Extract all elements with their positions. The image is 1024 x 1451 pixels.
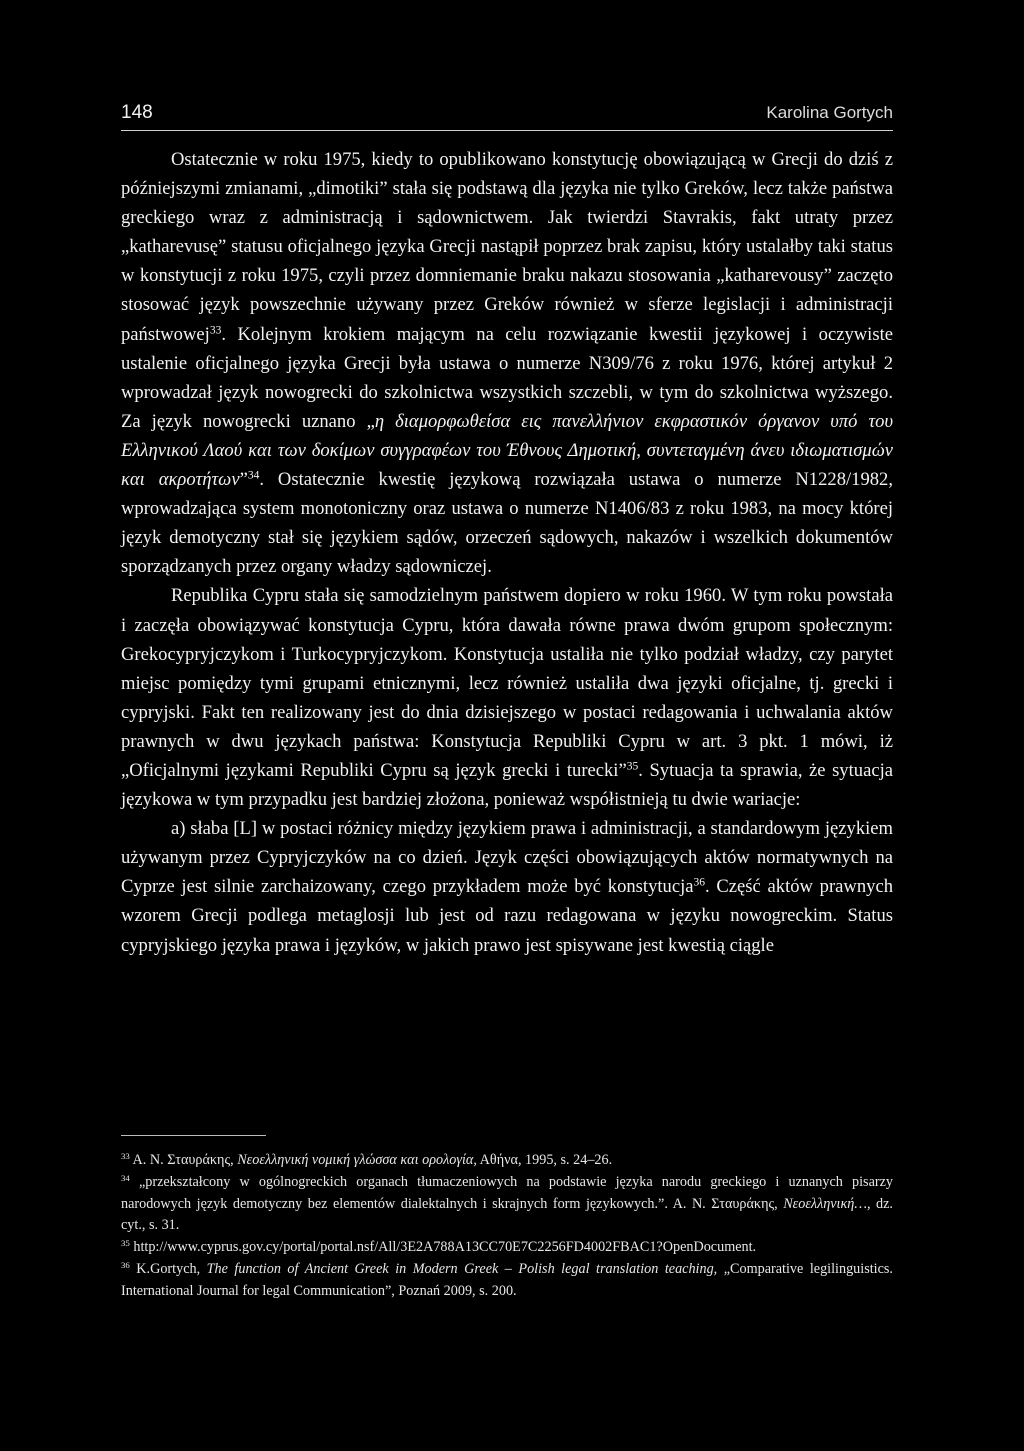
footnote-ref-33[interactable]: 33 [209,324,222,337]
running-header [121,100,893,131]
footnote-34: $^{34}$ „przekształcony w ogólnogreckich organach tłumaczeniowych na podstawie języka narodu greckiego i uznanych pisarzy narodowych język demotyczny bez elementów dialektalnych i skrajnych form językowych.”. A. N. Σταυράκης, Νεοελληνική…, dz. cyt., s. 31. [121,1172,893,1234]
footnote-ref-34[interactable]: 34 [247,469,260,482]
greek-quote: η διαμορφωθείσα εις πανελλήνιον εκφραστικόν όργανον υπό του Ελληνικού Λαού και των δοκίμων συγγραφέων του Έθνους Δημοτική, συντεταγμένη άνευ ιδιωματισμών και ακροτήτων [121,410,893,491]
paragraph-2: Republika Cypru stała się samodzielnym państwem dopiero w roku 1960. W tym roku powstała i zaczęła obowiązywać konstytucja Cypru, która dawała równe prawa dwóm grupom społecznym: Grekocypryjczykom i Turkocypryjczykom. Konstytucja ustaliła nie tylko podział władzy, czy parytet miejsc pomiędzy tymi grupami etnicznymi, lecz również ustaliła dwa języki oficjalne, tj. grecki i cypryjski. Fakt ten realizowany jest do dnia dzisiejszego w postaci redagowania i uchwalania aktów prawnych w dwu językach państwa: Konstytucja Republiki Cypru w art. 3 pkt. 1 mówi, iż „Oficjalnymi językami Republiki Cypru są język grecki i turecki”$^{35}$. Sytuacja ta sprawia, że sytuacja językowa w tym przypadku jest bardziej złożona, ponieważ współistnieją tu dwie wariacje: [121,585,893,811]
footnote-separator [121,1135,266,1136]
footnote-url[interactable]: http://www.cyprus.gov.cy/portal/portal.nsf/All/3E2A788A13CC70E7C2256FD4002FBAC1?OpenDocument. [129,1239,757,1256]
paragraph-1: Ostatecznie w roku 1975, kiedy to opublikowano konstytucję obowiązującą w Grecji do dziś z późniejszymi zmianami, „dimotiki” stała się podstawą dla języka nie tylko Greków, lecz także państwa greckiego wraz z administracją i sądownictwem. Jak twierdzi Stavrakis, fakt utraty przez „katharevusę” statusu oficjalnego języka Grecji nastąpił poprzez brak zapisu, który ustalałby taki status w konstytucji z roku 1975, czyli przez domniemanie braku nakazu stosowania „katharevousy” zaczęto stosować język powszechnie używany przez Greków również w sferze legislacji i administracji państwowej$^{33}$. Kolejnym krokiem mającym na celu rozwiązanie kwestii językowej i oczywiste ustalenie oficjalnego języka Grecji była ustawa o numerze N309/76 z roku 1976, której artykuł 2 wprowadzał język nowogrecki do szkolnictwa wszystkich szczebli, w tym do szkolnictwa wyższego. Za język nowogrecki uznano „η διαμορφωθείσα εις πανελλήνιον εκφραστικόν όργανον υπό του Ελληνικού Λαού και των δοκίμων συγγραφέων του Έθνους Δημοτική, συντεταγμένη άνευ ιδιωματισμών και ακροτήτων”$^{34}$. Ostatecznie kwestię językową rozwiązała ustawa o numerze N1228/1982, wprowadzająca system monotoniczny oraz ustawa o numerze N1406/83 z roku 1983, na mocy której język demotyczny stał się językiem sądów, orzeczeń sądowych, nakazów i wszelkich dokumentów sporządzanych przez organy władzy sądowniczej. [121,149,893,578]
footnote-33: $^{33}$ A. N. Σταυράκης, Νεοελληνική νομική γλώσσα και ορολογία, Αθήνα, 1995, s. 24–26. [121,1151,613,1168]
paragraph-3: a) słaba [L] w postaci różnicy między językiem prawa i administracji, a standardowym językiem używanym przez Cypryjczyków na co dzień. Język części obowiązujących aktów normatywnych na Cyprze jest silnie zarchaizowany, czego przykładem może być konstytucja$^{36}$. Część aktów prawnych wzorem Grecji podlega metaglosji lub jest od razu redagowana w języku nowogreckim. Status cypryjskiego języka prawa i języków, w jakich prawo jest spisywane jest kwestią ciągle [121,818,893,956]
footnote-ref-36[interactable]: 36 [693,877,706,890]
footnotes [121,1150,893,1303]
footnote-36: $^{36}$ K.Gortych, The function of Ancient Greek in Modern Greek – Polish legal translation teaching, „Comparative legilinguistics. International Journal for legal Communication”, Poznań 2009, s. 200. [121,1260,893,1299]
body-text [121,145,893,960]
page-number: 148 [121,102,153,123]
footnote-35: $^{35}$ http://www.cyprus.gov.cy/portal/portal.nsf/All/3E2A788A13CC70E7C2256FD4002FBAC1?OpenDocument. [121,1238,757,1256]
running-head-author: Karolina Gortych [766,103,893,122]
footnote-ref-35[interactable]: 35 [626,760,639,773]
